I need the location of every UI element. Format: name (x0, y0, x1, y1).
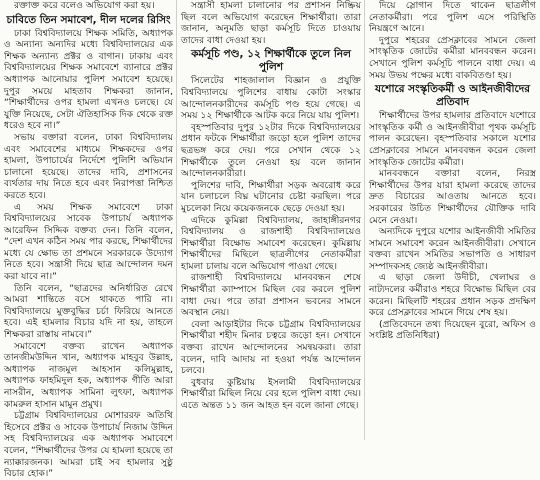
paragraph: সন্ত্রাসী হামলা চালানোর পর প্রশাসন নিষ্ক্রিয় ছিল বলে অভিযোগ করেছেন শিক্ষার্থীরা। তারা জানান, অনুমতি ছাড়া কর্মসূচি দিতে চাওয়ায় তাদের বাধা দেওয়া হয়। (181, 0, 361, 46)
paragraph: এ সময় শিক্ষক সমাবেশে ঢাকা বিশ্ববিদ্যালয়ের সাবেক উপাচার্য অধ্যাপক আরেফিন সিদ্দিক বক্তব্য দেন। তিনি বলেন, “দেশ এখন কঠিন সময় পার করছে, শিক্ষার্থীদের মধ্যে যে ক্ষোভ তা প্রশমনে সরকারকে উদ্যোগ নিতে হবে। সন্ত্রাসী দিয়ে ছাত্র আন্দোলন দমন করা যাবে না।” (4, 201, 173, 283)
section-heading: কর্মসূচি পণ্ড, ১২ শিক্ষার্থীকে তুলে নিল পুলিশ (191, 48, 351, 74)
paragraph: এ ছাড়া জেলা উদীচী, খেলাঘর ও নাট্যদলের কর্মীরাও শহরে বিক্ষোভ মিছিল বের করেন। মিছিলটি শহরের প্রধান সড়ক প্রদক্ষিণ করে প্রেসক্লাবের সামনে গিয়ে শেষ হয়। (369, 272, 536, 319)
paragraph: মানববন্ধনে বক্তারা বলেন, নিরস্ত্র শিক্ষার্থীদের উপর যারা হামলা করেছে তাদের দ্রুত বিচারের আওতায় আনতে হবে। সরকারের উচিত শিক্ষার্থীদের যৌক্তিক দাবি মেনে নেওয়া। (369, 168, 536, 226)
paragraph: দুপুরে শহরের প্রেসক্লাবের সামনে জেলা সাংস্কৃতিক জোটের কর্মীরা মানববন্ধন করেন। সেখানে পুলিশ কর্মসূচি পালনে বাধা দেয়। এ সময় উভয় পক্ষের মধ্যে বাকবিতণ্ডা হয়। (369, 34, 536, 81)
column-divider (364, 0, 365, 440)
paragraph: পুলিশের দাবি, শিক্ষার্থীরা সড়ক অবরোধ করে যান চলাচলে বিঘ্ন ঘটানোর চেষ্টা করছিল। পরে মুচলেকা নিয়ে কয়েকজনকে ছেড়ে দেওয়া হয়। (181, 179, 361, 214)
section-heading: চাবিতে তিন সমাবেশ, দীল দলের রিসিং (6, 13, 171, 26)
paragraph: চট্টগ্রাম বিশ্ববিদ্যালয়ের মোশাররফ অতিথি হিসেবে প্রক্টর ও সাবেক উপাচার্য নিজাম উদ্দিন সহ বিশ্ববিদ্যালয়ের এক অধ্যাপক সমাবেশে বলেন, “শিক্ষার্থীদের উপর যে হামলা হয়েছে তা ন্যাক্কারজনক। আমরা চাই সব হামলার সুষ্ঠু বিচার হোক।” (4, 410, 173, 480)
paragraph: বুধবার কুষ্টিয়ায় ইসলামী বিশ্ববিদ্যালয়ের শিক্ষার্থীরা মিছিল নিয়ে বের হলে পুলিশ বাধা দেয়। এতে অন্তত ১১ জন আহত হন বলে জানা গেছে। (181, 376, 361, 411)
paragraph: রাজশাহী বিশ্ববিদ্যালয়ে মানববন্ধন শেষে শিক্ষার্থীরা ক্যাম্পাসে মিছিল বের করলে পুলিশ বাধা দেয়। পরে তারা প্রশাসন ভবনের সামনে অবস্থান নেয়। (181, 272, 361, 319)
paragraph: শিক্ষার্থীদের উপর হামলার প্রতিবাদে যশোরে সাংস্কৃতিক কর্মী ও আইনজীবীরা পৃথক কর্মসূচি পালন করেছেন। বৃহস্পতিবার সকালে যশোর প্রেসক্লাবের সামনে মানববন্ধন করেন জেলা সাংস্কৃতিক জোটের কর্মীরা। (369, 110, 536, 168)
paragraph: তিনি বলেন, “ছাত্রদের অনির্ধারিত রেখে আমরা শান্তিতে বসে থাকতে পারি না। বিশ্ববিদ্যালয়ে মুক্তবুদ্ধির চর্চা ফিরিয়ে আনতে হবে। এই হামলার বিচার যদি না হয়, তাহলে শিক্ষকরা রাস্তায় নামবে।” (4, 282, 173, 341)
paragraph: ঢাকা বিশ্ববিদ্যালয়ে শিক্ষক সমিতি, অধ্যাপক ও অন্যান্য অন্যদির মধ্যে বিশ্ববিদ্যালয়ের এক শিক্ষক অন্যান্য প্রক্টর ও বাগান। ঢাকায় এবং বিশ্ববিদ্যালয়ের শিক্ষক সমাবেশে ব্যানারে প্রক্টর অধ্যাপক আনোয়ার পুলিশ সমাবেশ হয়েছে। দুপুর সময়ে মাহতাব শিক্ষকরা জানান, “শিক্ষার্থীদের ওপর হামলা এখনও চলছে। যে যুক্তি নিয়েছে, সেটা ঐতিহাসিক দিক থেকে রক্ত ধরেও হবে না।” (4, 27, 173, 132)
paragraph: এদিকে কুমিল্লা বিশ্ববিদ্যালয়, জাহাঙ্গীরনগর বিশ্ববিদ্যালয় ও রাজশাহী বিশ্ববিদ্যালয়েও শিক্ষার্থীরা বিক্ষোভ সমাবেশ করেছেন। কুমিল্লায় শিক্ষার্থীদের মিছিলে ছাত্রলীগের নেতাকর্মীরা হামলা চালায় বলে অভিযোগ পাওয়া গেছে। (181, 214, 361, 272)
paragraph: অন্যদিকে দুপুরে যশোর আইনজীবী সমিতির সামনে সমাবেশ করেন আইনজীবীরা। সেখানে বক্তব্য রাখেন সমিতির সভাপতি ও সাধারণ সম্পাদকসহ জ্যেষ্ঠ আইনজীবীরা। (369, 226, 536, 272)
paragraph: বৃহস্পতিবার দুপুর ১২টার দিকে বিশ্ববিদ্যালয়ের প্রধান ফটকে শিক্ষার্থীরা জড়ো হলে পুলিশ তাদের ছত্রভঙ্গ করে দেয়। পরে সেখান থেকে ১২ শিক্ষার্থীকে তুলে নেওয়া হয় বলে জানান আন্দোলনকারীরা। (181, 121, 361, 180)
paragraph: সিলেটের শাহজালাল বিজ্ঞান ও প্রযুক্তি বিশ্ববিদ্যালয়ে পুলিশের বাধায় কোটা সংস্কার আন্দোলনকারীদের কর্মসূচি পণ্ড হয়ে গেছে। এ সময় ১২ শিক্ষার্থীকে আটক করে নিয়ে যায় পুলিশ। (181, 75, 361, 122)
article-column-1 (4, 0, 173, 480)
paragraph: (প্রতিবেদনে তথ্য দিয়েছেন বুরো, অফিস ও সংশ্লিষ্ট প্রতিনিধিরা) (369, 318, 536, 342)
paragraph: সভায় বক্তারা বলেন, ঢাকা বিশ্ববিদ্যালয় এবং সমাবেশের মাধ্যমে শিক্ষকদের ওপর হামলা, উপাচার্যের নির্দেশে পুলিশি অভিযান চালানো হয়েছে। তাদের দাবি, প্রশাসনের ব্যর্থতার দায় নিতে হবে এবং নিরাপত্তা নিশ্চিত করতে হবে। (4, 131, 173, 201)
column-divider (176, 0, 177, 440)
paragraph: রক্তাক্ত করে বলেও অভিযোগ করা হয়। (14, 0, 155, 11)
section-heading: যশোরে সংস্কৃতিকর্মী ও আইনজীবীদের প্রতিবাদ (374, 83, 531, 109)
paragraph: বেলা আড়াইটার দিকে চট্টগ্রাম বিশ্ববিদ্যালয়ের শিক্ষার্থীরা শহীদ মিনার চত্বরে জড়ো হন। সেখানে বক্তব্য রাখেন আন্দোলনের সমন্বয়করা। তারা বলেন, দাবি আদায় না হওয়া পর্যন্ত আন্দোলন চলবে। (181, 318, 361, 377)
paragraph: সমাবেশে বক্তব্য রাখেন অধ্যাপক তানজীমউদ্দিন খান, অধ্যাপক মাহবুব উল্লাহ, অধ্যাপক নাজমুল আহসান কলিমুল্লাহ, অধ্যাপক ফাহমিদুল হক, অধ্যাপক গীতি আরা নাসরীন, অধ্যাপক সামিনা লুৎফা, অধ্যাপক কামরুল হাসান মামুন প্রমুখ। (4, 340, 173, 410)
article-column-3 (369, 0, 536, 440)
paragraph: দিয়ে স্লোগান দিতে থাকেন ছাত্রলীগ নেতাকর্মীরা। পরে পুলিশ এসে পরিস্থিতি নিয়ন্ত্রণে আনে। (369, 0, 536, 35)
article-column-2 (181, 0, 361, 440)
